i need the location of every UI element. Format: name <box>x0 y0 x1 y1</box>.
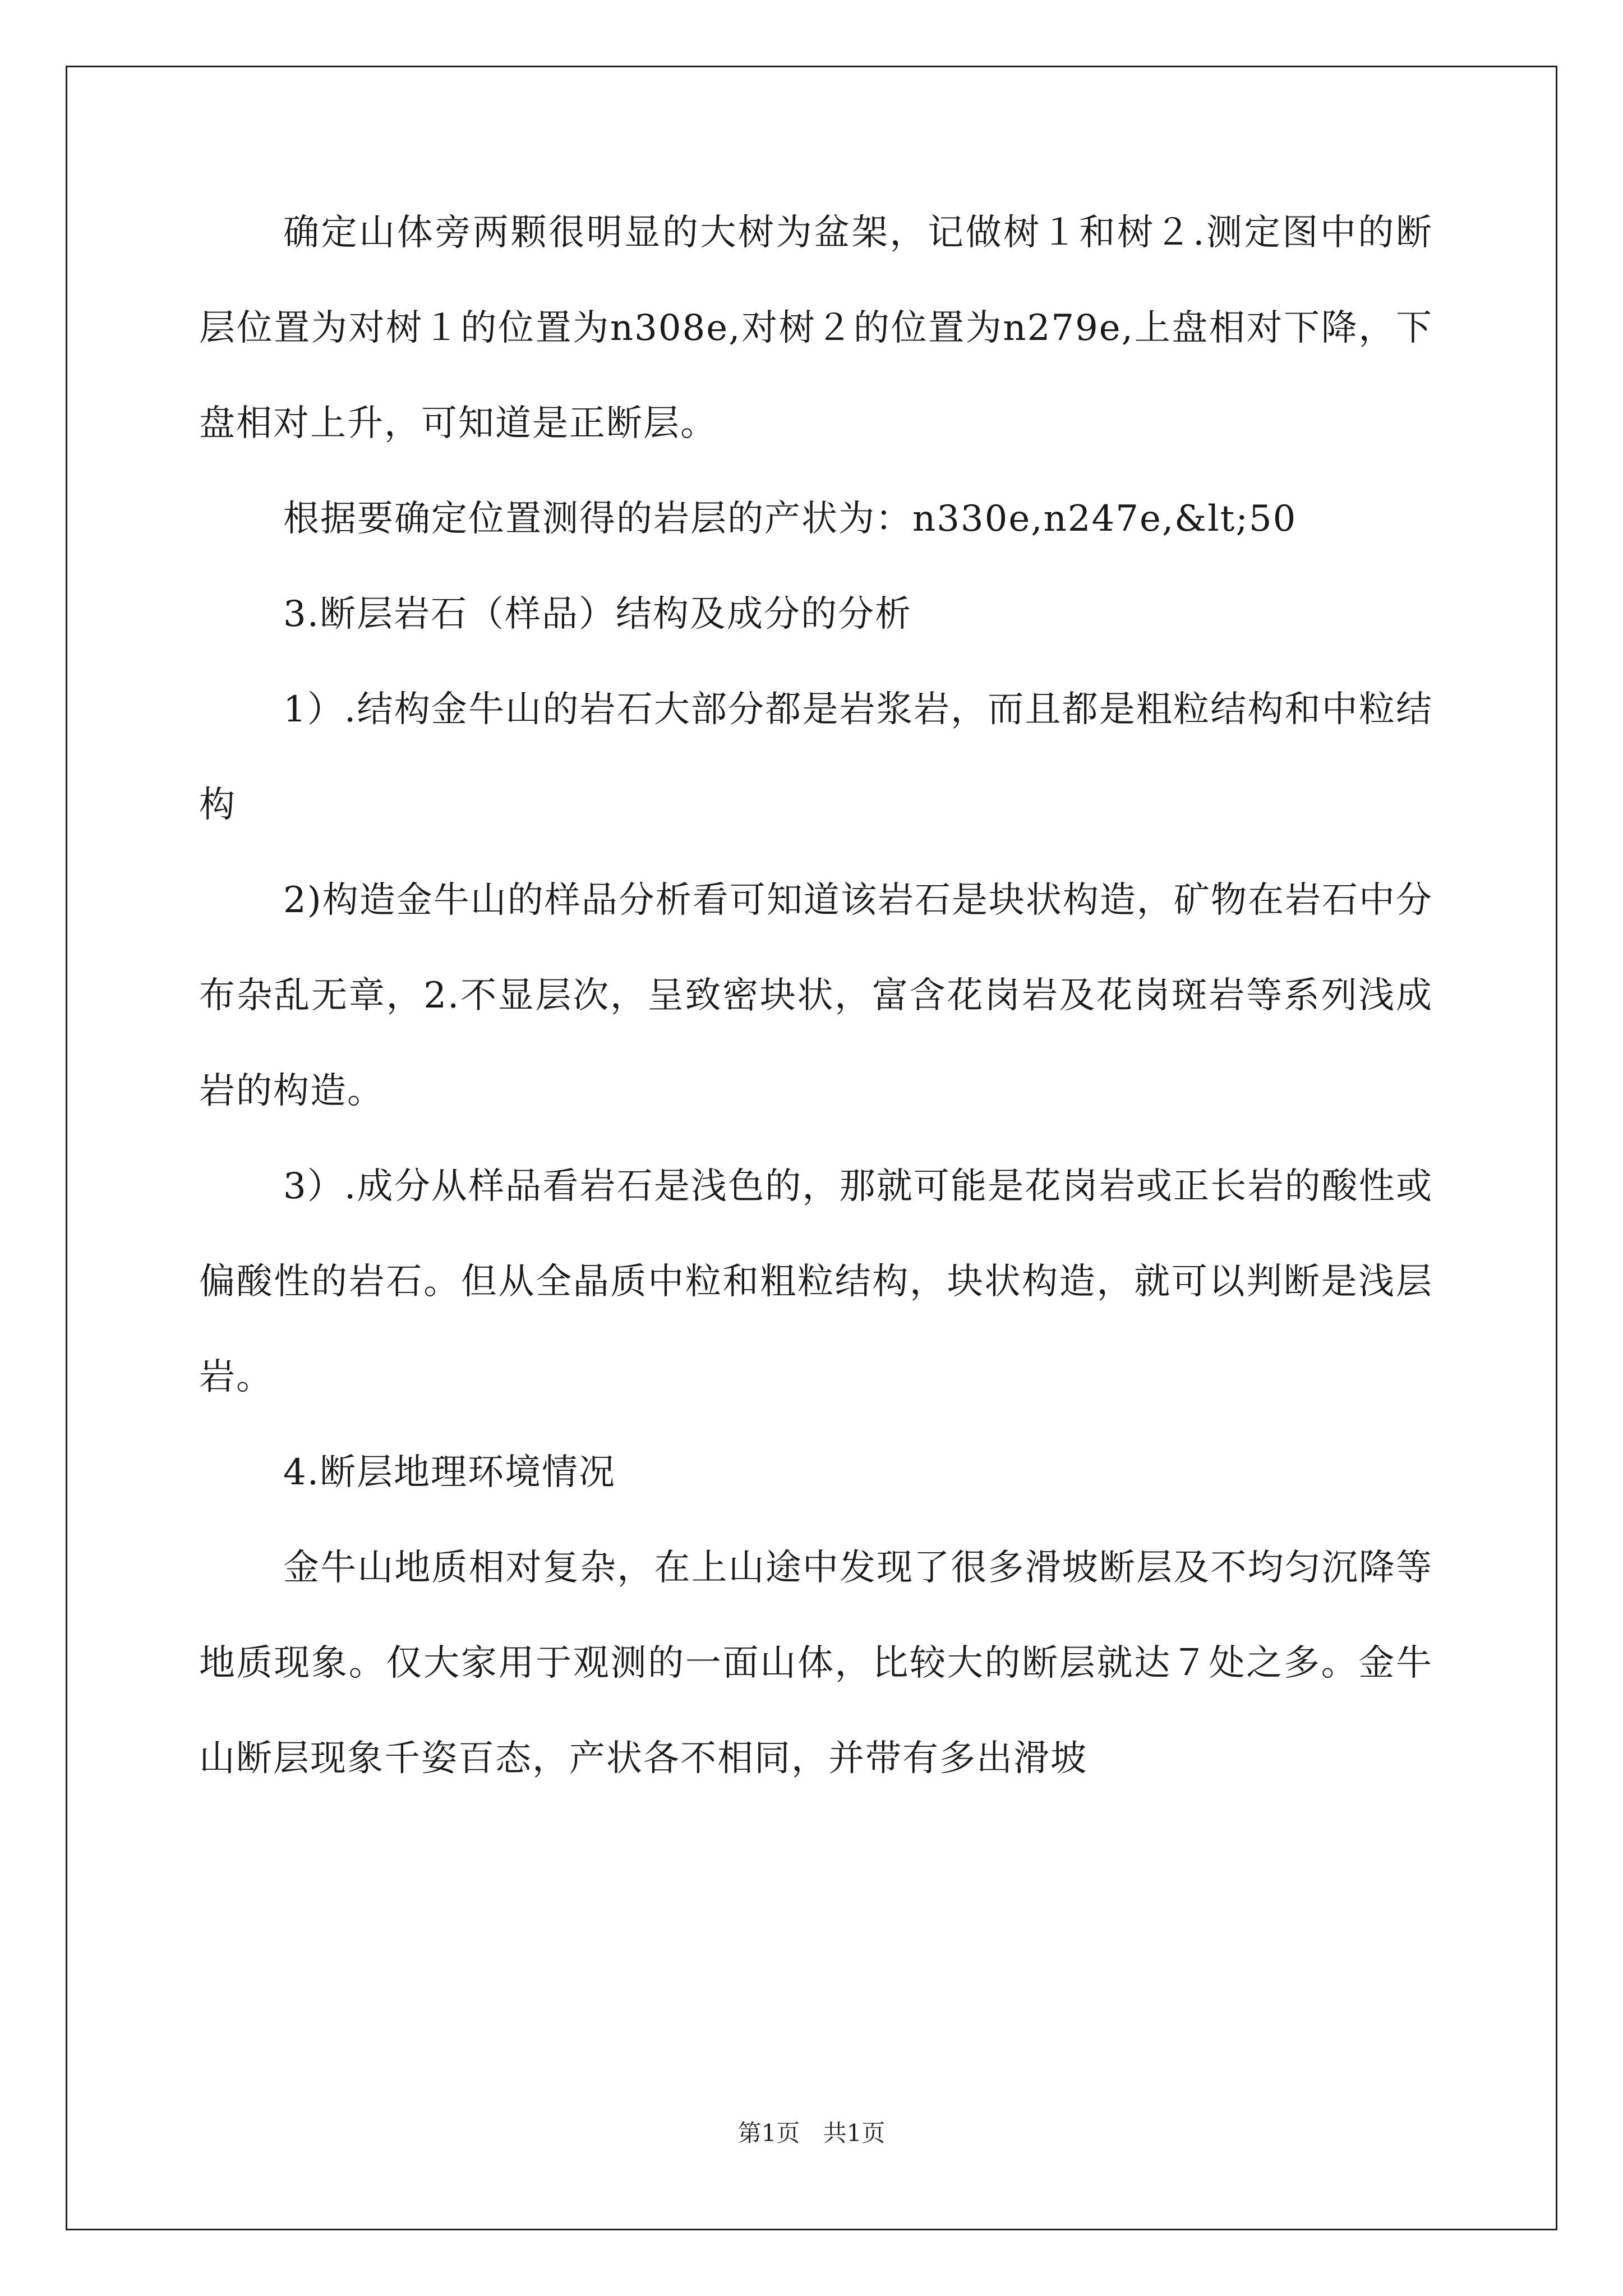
paragraph-construction: 2)构造金牛山的样品分析看可知道该岩石是块状构造，矿物在岩石中分布杂乱无章，2.不显层次，呈致密块状，富含花岗岩及花岗斑岩等系列浅成岩的构造。 <box>199 880 1433 1112</box>
section-heading-rock-analysis: 3.断层岩石（样品）结构及成分的分析 <box>283 593 912 635</box>
paragraph-structure: 1）.结构金牛山的岩石大部分都是岩浆岩，而且都是粗粒结构和中粒结构 <box>199 689 1433 826</box>
paragraph-environment: 金牛山地质相对复杂，在上山途中发现了很多滑坡断层及不均匀沉降等地质现象。仅大家用于观测的一面山体，比较大的断层就达７处之多。金牛山断层现象千姿百态，产状各不相同，并带有多出滑坡 <box>199 1547 1433 1779</box>
paragraph-rock-attitude: 根据要确定位置测得的岩层的产状为：n330e,n247e,&lt;50 <box>283 498 1297 540</box>
section-heading-environment: 4.断层地理环境情况 <box>283 1452 616 1493</box>
paragraph-composition: 3）.成分从样品看岩石是浅色的，那就可能是花岗岩或正长岩的酸性或偏酸性的岩石。但从全晶质中粒和粗粒结构，块状构造，就可以判断是浅层岩。 <box>199 1166 1433 1398</box>
page-footer <box>0 2115 1623 2148</box>
page-number: 第1页 <box>737 2119 800 2147</box>
page-total: 共1页 <box>823 2119 886 2147</box>
document-body <box>199 185 1433 1806</box>
paragraph-tree-positions: 确定山体旁两颗很明显的大树为盆架，记做树１和树２.测定图中的断层位置为对树１的位置为n308e,对树２的位置为n279e,上盘相对下降，下盘相对上升，可知道是正断层。 <box>199 212 1433 444</box>
